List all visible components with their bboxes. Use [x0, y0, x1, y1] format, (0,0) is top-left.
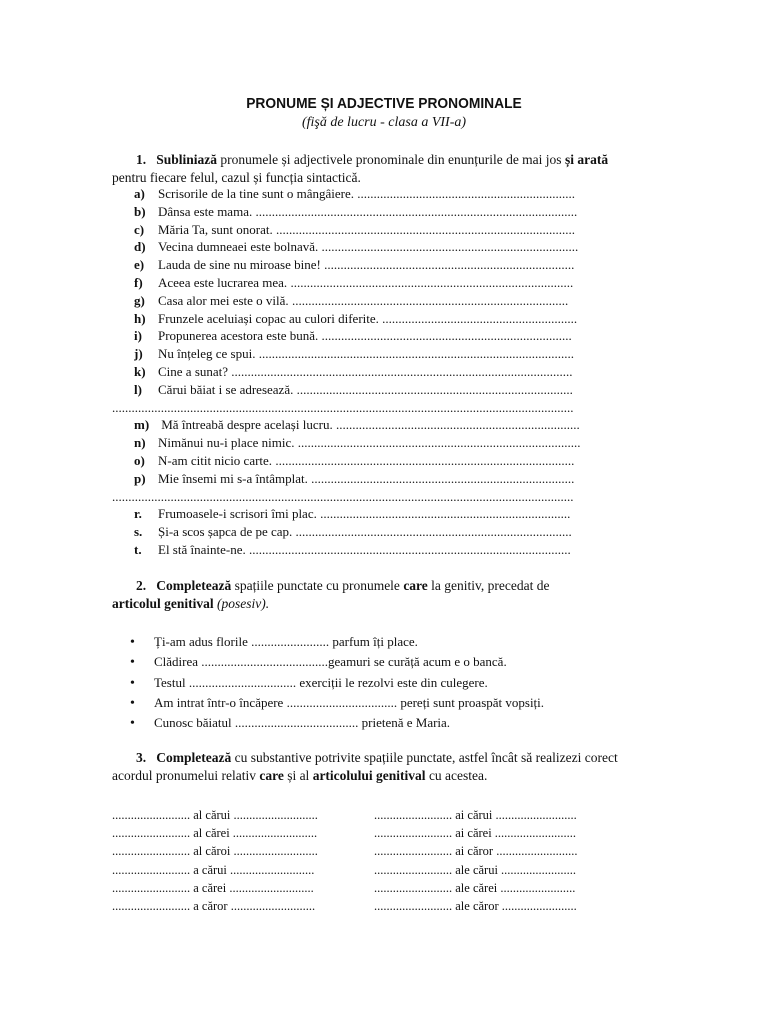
bullet-icon: •	[130, 655, 135, 671]
exercise-2-item	[130, 632, 650, 652]
exercise-1-instruction: 1. Subliniază pronumele și adjectivele pronominale din enunțurile de mai jos și arată pentru fiecare felul, cazul și funcția sintactică.	[112, 152, 609, 185]
exercise-1-item	[134, 221, 634, 239]
item-label: a)	[134, 186, 145, 201]
exercise-2-instruction: 2. Completează spațiile punctate cu pronumele care la genitiv, precedat de	[136, 578, 550, 593]
item-label: g)	[134, 292, 145, 308]
item-sentence: Mie însemi mi s-a întâmplat.	[158, 470, 312, 486]
exercise-1-item	[134, 416, 634, 434]
exercise-1-item	[134, 256, 634, 274]
item-label: r.	[134, 506, 142, 522]
item-label: k)	[134, 363, 146, 379]
grid-row	[112, 879, 636, 897]
answer-blank[interactable]: .....................................................................................	[296, 381, 573, 397]
exercise-3-instruction: 3. Completează cu substantive potrivite spațiile punctate, astfel încât să realizezi corect acordul pronumelui relativ care și al articolului genitival cu acestea.	[112, 750, 618, 783]
exercise-1-item	[134, 541, 634, 559]
grid-row	[112, 842, 636, 860]
item-sentence: N-am citit nicio carte.	[158, 452, 276, 468]
item-label: t.	[134, 541, 142, 557]
exercise-1-item	[134, 434, 634, 452]
item-sentence: Frunzele aceluiași copac au culori diferite.	[158, 310, 383, 326]
exercise-2-item	[130, 713, 650, 733]
exercise-1-item	[134, 310, 634, 328]
page-subtitle: (fişă de lucru - clasa a VII-a)	[301, 115, 467, 130]
exercise-1-item	[134, 238, 634, 256]
item-sentence: Cine a sunat?	[158, 363, 232, 379]
answer-blank[interactable]: ...................................................................................................	[255, 203, 578, 219]
exercise-1-verb2: arată	[577, 152, 609, 167]
answer-blank[interactable]: .................................................................................	[311, 470, 575, 486]
grid-cell[interactable]: ......................... a cărui ...........................	[112, 862, 315, 877]
grid-cell[interactable]: ......................... ale cărui ........................	[374, 862, 577, 877]
item-label: p)	[134, 470, 146, 486]
grid-cell[interactable]: ......................... ai cărui ..........................	[374, 808, 577, 822]
answer-blank[interactable]: ............................................................................................	[276, 221, 575, 237]
item-sentence: Nu înțeleg ce spui.	[158, 346, 259, 362]
item-sentence: Propunerea acestora este bună.	[158, 328, 322, 344]
item-sentence: Mă întreabă despre același lucru.	[158, 417, 336, 433]
answer-blank[interactable]: ............................................................	[382, 310, 578, 326]
item-label: e)	[134, 257, 145, 273]
grid-cell[interactable]: ......................... a cărei ...........................	[112, 880, 314, 895]
answer-blank[interactable]: .......................................................................................	[290, 274, 574, 290]
exercise-1-item	[134, 185, 634, 203]
bullet-icon: •	[130, 695, 135, 711]
exercise-1-item	[134, 363, 634, 381]
item-label: o)	[134, 452, 145, 468]
page-title: PRONUME ȘI ADJECTIVE PRONOMINALE	[246, 95, 522, 112]
answer-blank[interactable]: ...................................................................	[357, 186, 576, 201]
grid-cell[interactable]: ......................... ai cărei ..........................	[374, 826, 577, 841]
answer-blank[interactable]: ............................................................................................	[275, 452, 575, 468]
exercise-1-item	[134, 292, 634, 310]
exercise-2-item	[130, 652, 650, 672]
item-label: d)	[134, 239, 146, 255]
item-sentence: Dânsa este mama.	[158, 203, 256, 219]
exercise-1-number: 1.	[136, 152, 147, 167]
grid-row	[112, 824, 636, 842]
grid-cell[interactable]: ......................... al cărui ...........................	[112, 808, 318, 822]
item-sentence: Lauda de sine nu miroase bine!	[158, 257, 325, 273]
answer-blank[interactable]: ...........................................................................	[335, 417, 580, 433]
exercise-2-list	[130, 632, 650, 733]
grid-cell[interactable]: ......................... a căror ...........................	[112, 898, 316, 913]
answer-blank[interactable]: .....................................................................................	[295, 524, 572, 540]
exercise-2-item	[130, 673, 650, 693]
exercise-1-list	[112, 185, 634, 559]
exercise-1-item	[134, 203, 634, 221]
item-sentence: Nimănui nu-i place nimic.	[158, 435, 298, 451]
fill-sentence[interactable]: Cunosc băiatul ...................................... prietenă e Maria.	[154, 715, 451, 731]
grid-row	[112, 897, 636, 915]
answer-blank[interactable]: ..............................................................................................................................................	[112, 488, 574, 504]
exercise-1-item	[134, 274, 634, 292]
answer-blank[interactable]: .............................................................................	[324, 257, 575, 273]
item-sentence: Casa alor mei este o vilă.	[158, 292, 292, 308]
item-sentence: El stă înainte-ne.	[158, 541, 249, 557]
item-label: n)	[134, 435, 146, 451]
item-sentence: Vecina dumneaei este bolnavă.	[158, 239, 322, 255]
bullet-icon: •	[130, 675, 135, 691]
answer-blank[interactable]: .............................................................................	[321, 328, 572, 344]
item-label: h)	[134, 310, 146, 326]
grid-cell[interactable]: ......................... al cărei ...........................	[112, 826, 318, 841]
bullet-icon: •	[130, 635, 135, 650]
exercise-1-item	[134, 381, 634, 399]
grid-row	[112, 861, 636, 879]
item-label: m)	[134, 417, 150, 433]
item-label: s.	[134, 524, 143, 540]
answer-blank[interactable]: .............................................................................	[320, 506, 571, 522]
item-label: f)	[134, 274, 143, 290]
exercise-1-item	[112, 399, 634, 417]
item-sentence: Aceea este lucrarea mea.	[158, 274, 291, 290]
answer-blank[interactable]: .................................................................................................	[258, 346, 574, 362]
item-sentence: Cărui băiat i se adresează.	[158, 381, 297, 397]
exercise-1-item	[134, 523, 634, 541]
grid-cell[interactable]: ......................... ai căror ..........................	[374, 844, 578, 859]
item-sentence: Scrisorile de la tine sunt o mângâiere.	[158, 186, 358, 201]
exercise-2-item	[130, 693, 650, 713]
bullet-icon: •	[130, 716, 135, 732]
exercise-1-item	[134, 470, 634, 488]
item-label: i)	[134, 328, 142, 344]
answer-blank[interactable]: .......................................................................................	[297, 435, 581, 451]
answer-blank[interactable]: ...............................................................................	[321, 239, 579, 255]
fill-sentence[interactable]: Clădirea .......................................geamuri se curăță acum e o bancă.	[154, 654, 507, 670]
exercise-1-item	[112, 488, 634, 506]
grid-row	[112, 806, 636, 824]
exercise-1-item	[134, 345, 634, 363]
item-label: c)	[134, 221, 145, 237]
exercise-1-item	[134, 505, 634, 523]
answer-blank[interactable]: .....................................................................................	[291, 292, 569, 308]
item-label: j)	[134, 346, 143, 362]
exercise-1-item	[134, 327, 634, 345]
item-label: l)	[134, 381, 142, 397]
item-sentence: Frumoasele-i scrisori îmi plac.	[158, 506, 321, 522]
grid-cell[interactable]: ......................... al căroi ...........................	[112, 844, 318, 859]
fill-sentence[interactable]: Testul ................................. exerciții le rezolvi este din culegere.	[154, 674, 488, 690]
item-sentence: Măria Ta, sunt onorat.	[158, 221, 276, 237]
fill-sentence[interactable]: Am intrat într-o încăpere .................................. pereți sunt proaspăt vopsiți.	[154, 694, 545, 710]
exercise-1-item	[134, 452, 634, 470]
answer-blank[interactable]: ...................................................................................................	[248, 541, 571, 557]
item-label: b)	[134, 203, 146, 219]
exercise-1-verb1: Subliniază	[156, 152, 218, 167]
answer-blank[interactable]: .........................................................................................................	[231, 363, 573, 379]
grid-cell[interactable]: ......................... ale căror ........................	[374, 898, 577, 913]
answer-blank[interactable]: ..............................................................................................................................................	[112, 399, 574, 415]
item-sentence: Și-a scos șapca de pe cap.	[158, 524, 296, 540]
fill-sentence[interactable]: Ți-am adus florile ........................ parfum îți place.	[154, 634, 418, 649]
exercise-3-grid	[112, 806, 636, 915]
grid-cell[interactable]: ......................... ale cărei ........................	[374, 880, 576, 895]
exercise-2-instruction-line2: articolul genitival (posesiv).	[112, 596, 270, 611]
